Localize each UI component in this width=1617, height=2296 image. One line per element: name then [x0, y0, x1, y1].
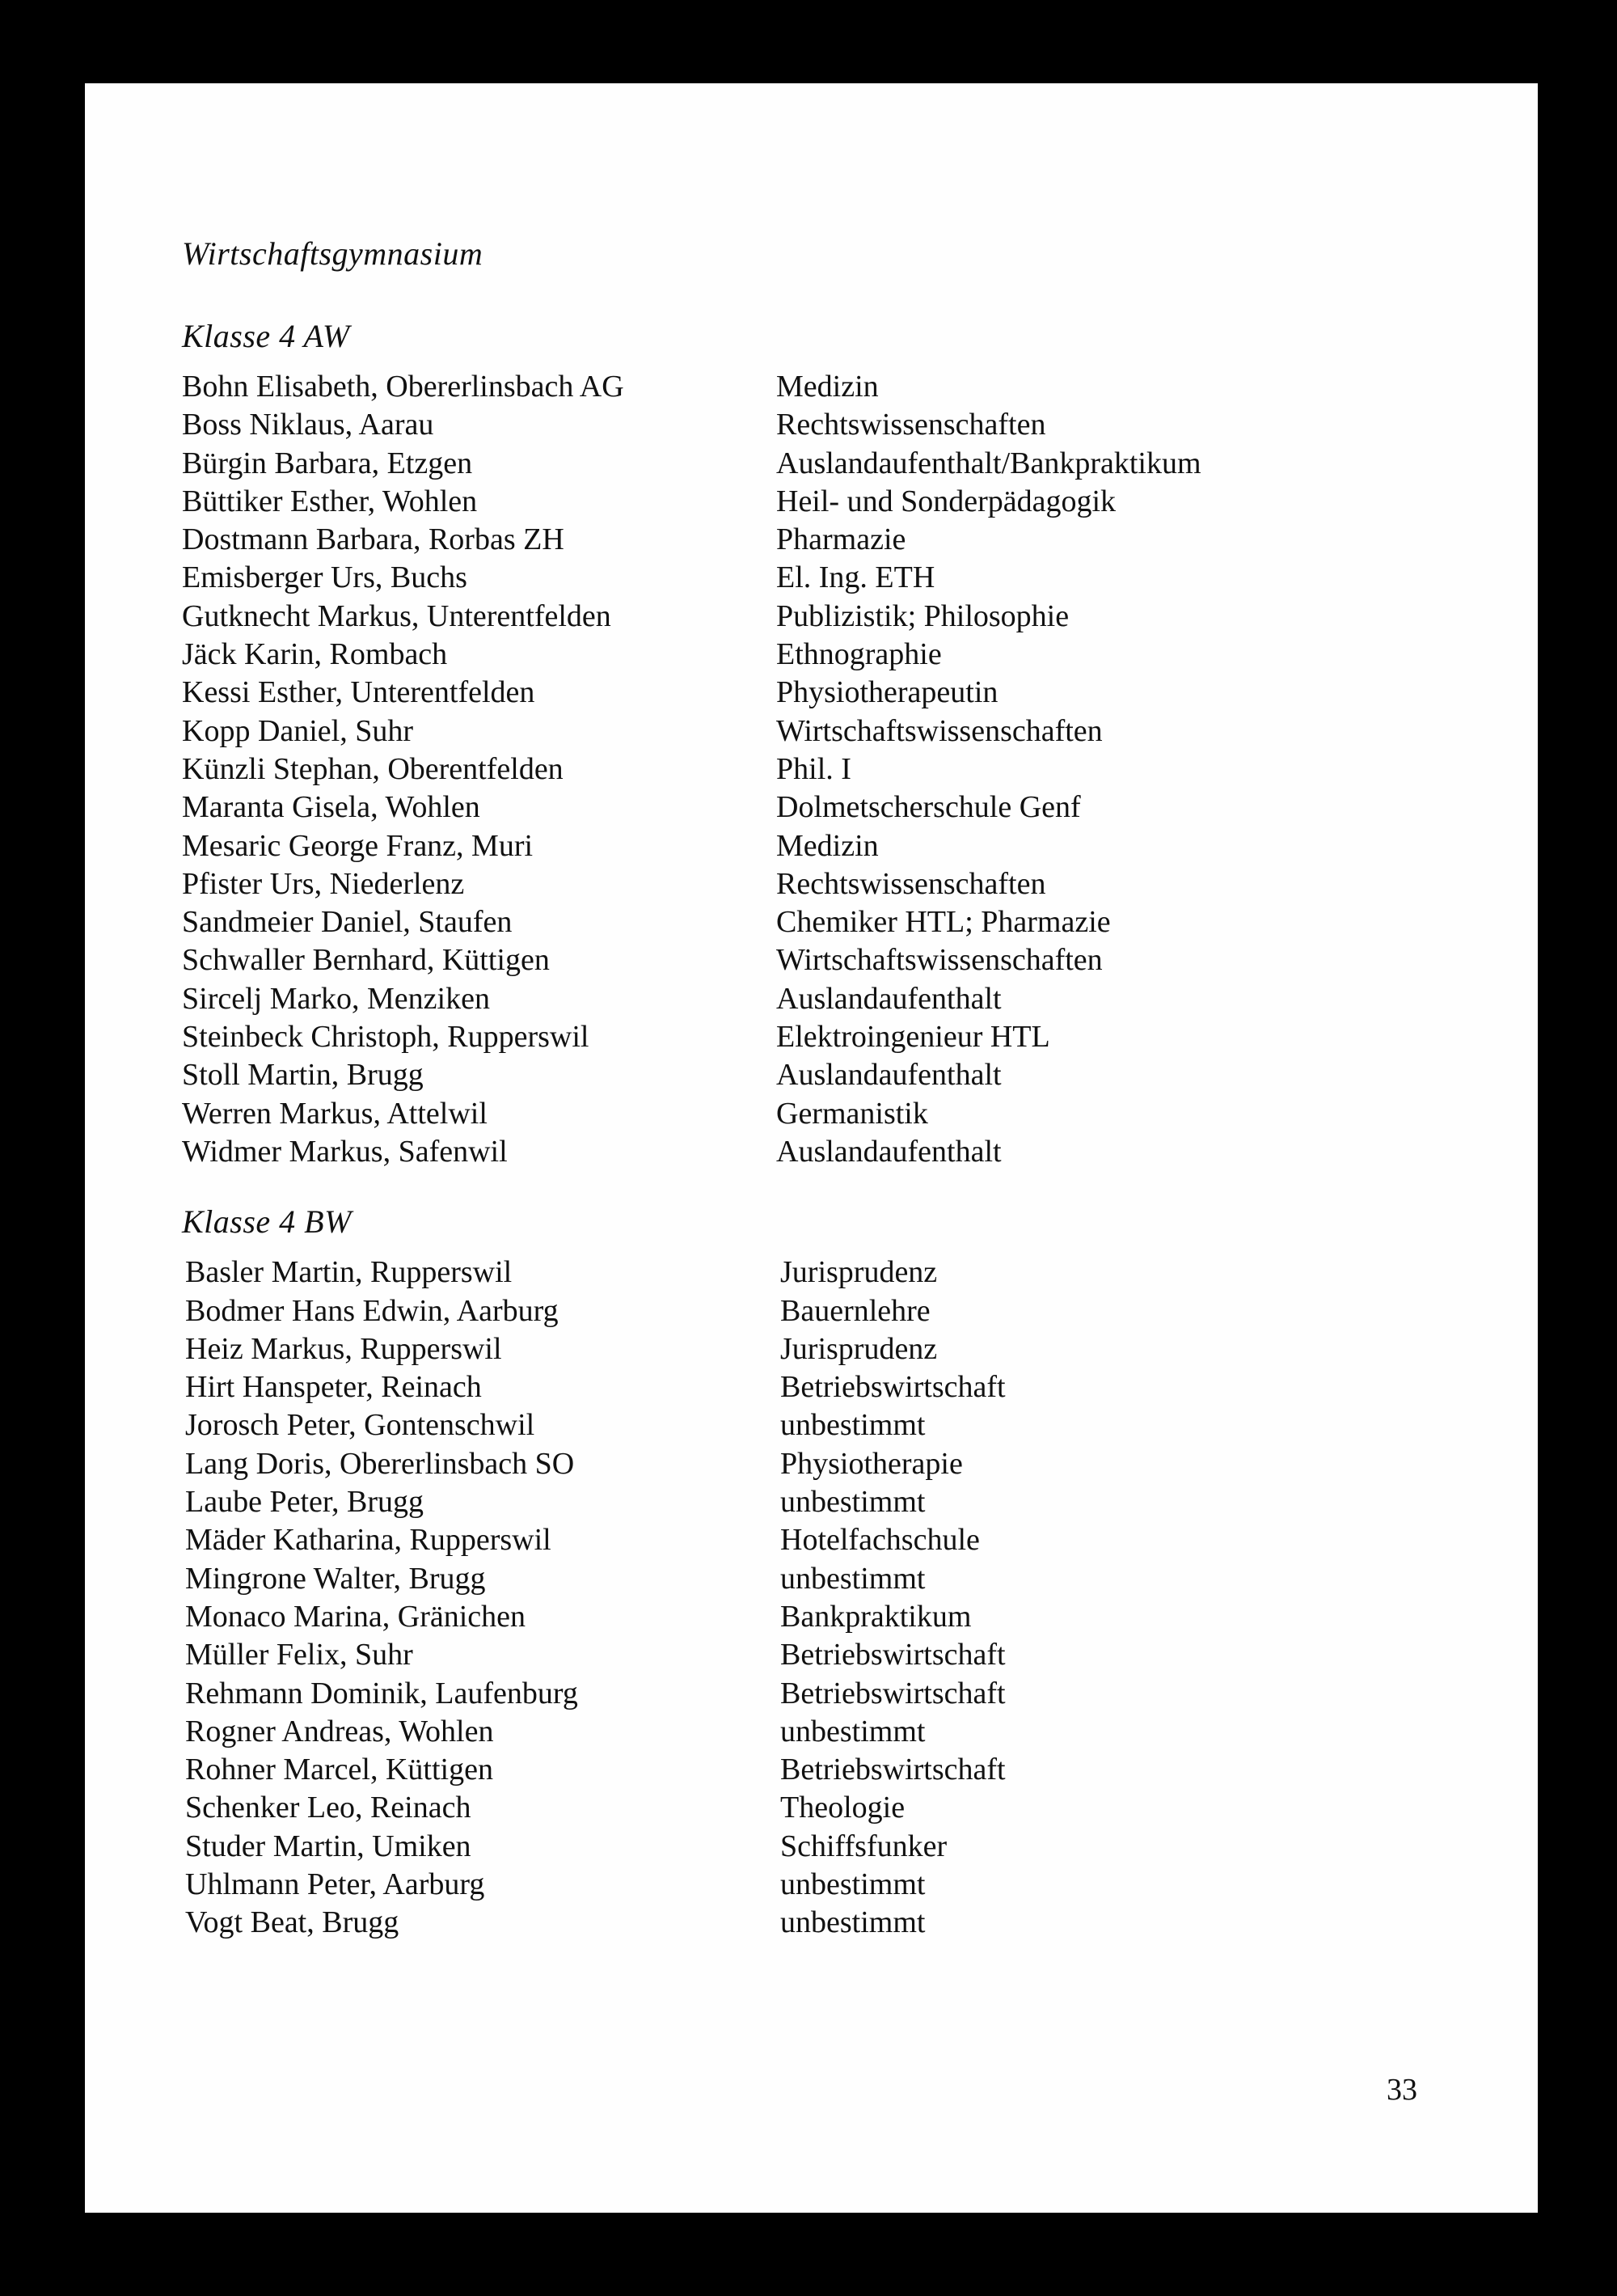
student-name: Maranta Gisela, Wohlen: [182, 790, 480, 825]
student-row: [182, 1254, 1451, 1292]
student-row: [182, 751, 1451, 789]
student-name: Basler Martin, Rupperswil: [185, 1255, 513, 1290]
student-name: Mingrone Walter, Brugg: [185, 1561, 486, 1596]
study-plan: unbestimmt: [780, 1714, 926, 1748]
student-row: [182, 1904, 1451, 1942]
student-row: [182, 445, 1451, 483]
student-row: [182, 674, 1451, 712]
student-name: Steinbeck Christoph, Rupperswil: [182, 1020, 589, 1055]
study-plan: Ethnographie: [776, 637, 942, 672]
page-content: [182, 234, 1451, 1943]
study-plan: Elektroingenieur HTL: [776, 1020, 1050, 1055]
student-name: Boss Niklaus, Aarau: [182, 408, 434, 442]
student-name: Dostmann Barbara, Rorbas ZH: [182, 522, 564, 557]
study-plan: El. Ing. ETH: [776, 560, 935, 595]
student-name: Rohner Marcel, Küttigen: [185, 1753, 493, 1787]
student-row: [182, 1789, 1451, 1827]
student-row: [182, 1056, 1451, 1094]
study-plan: unbestimmt: [780, 1905, 926, 1940]
student-row: [182, 980, 1451, 1018]
study-plan: Bauernlehre: [780, 1293, 931, 1328]
student-name: Laube Peter, Brugg: [185, 1485, 424, 1520]
class-title: Klasse 4 BW: [182, 1203, 352, 1241]
student-row: [182, 1406, 1451, 1444]
class-section-4bw: [182, 1202, 1451, 1942]
student-name: Widmer Markus, Safenwil: [182, 1134, 508, 1169]
study-plan: Hotelfachschule: [780, 1523, 980, 1558]
student-list: [182, 1254, 1451, 1942]
study-plan: Auslandaufenthalt/Bankpraktikum: [776, 446, 1201, 480]
study-plan: Betriebswirtschaft: [780, 1676, 1006, 1710]
student-row: [182, 1368, 1451, 1406]
student-name: Jäck Karin, Rombach: [182, 637, 448, 672]
study-plan: Bankpraktikum: [780, 1599, 972, 1634]
student-name: Bodmer Hans Edwin, Aarburg: [185, 1293, 559, 1328]
student-name: Kopp Daniel, Suhr: [182, 713, 414, 748]
student-name: Schenker Leo, Reinach: [185, 1791, 471, 1825]
student-name: Rehmann Dominik, Laufenburg: [185, 1676, 578, 1710]
student-name: Werren Markus, Attelwil: [182, 1096, 488, 1131]
student-row: [182, 1751, 1451, 1789]
student-row: [182, 483, 1451, 521]
student-row: [182, 1095, 1451, 1133]
student-name: Lang Doris, Obererlinsbach SO: [185, 1446, 575, 1481]
study-plan: Medizin: [776, 370, 879, 404]
student-row: [182, 559, 1451, 597]
study-plan: Theologie: [780, 1791, 906, 1825]
study-plan: unbestimmt: [780, 1485, 926, 1520]
student-list: [182, 368, 1451, 1171]
page-number: 33: [1387, 2073, 1417, 2107]
student-row: [182, 1560, 1451, 1598]
student-name: Monaco Marina, Gränichen: [185, 1599, 526, 1634]
student-name: Mäder Katharina, Rupperswil: [185, 1523, 551, 1558]
student-row: [182, 1018, 1451, 1056]
student-row: [182, 1445, 1451, 1483]
student-name: Hirt Hanspeter, Reinach: [185, 1370, 482, 1405]
student-row: [182, 1636, 1451, 1674]
student-name: Sircelj Marko, Menziken: [182, 981, 490, 1016]
study-plan: Pharmazie: [776, 522, 906, 557]
student-name: Uhlmann Peter, Aarburg: [185, 1867, 485, 1901]
study-plan: unbestimmt: [780, 1561, 926, 1596]
document-page: [85, 83, 1538, 2213]
student-name: Büttiker Esther, Wohlen: [182, 484, 478, 518]
study-plan: Physiotherapie: [780, 1446, 963, 1481]
student-row: [182, 903, 1451, 941]
study-plan: unbestimmt: [780, 1867, 926, 1901]
study-plan: Betriebswirtschaft: [780, 1753, 1006, 1787]
student-row: [182, 636, 1451, 674]
student-name: Mesaric George Franz, Muri: [182, 828, 534, 863]
student-row: [182, 789, 1451, 827]
student-row: [182, 712, 1451, 751]
study-plan: Chemiker HTL; Pharmazie: [776, 905, 1111, 940]
student-row: [182, 1521, 1451, 1559]
student-name: Bürgin Barbara, Etzgen: [182, 446, 473, 480]
study-plan: Rechtswissenschaften: [776, 408, 1046, 442]
study-plan: Betriebswirtschaft: [780, 1370, 1006, 1405]
student-name: Stoll Martin, Brugg: [182, 1058, 424, 1093]
study-plan: Germanistik: [776, 1096, 928, 1131]
class-section-4aw: [182, 316, 1451, 1171]
student-row: [182, 1483, 1451, 1521]
study-plan: Auslandaufenthalt: [776, 981, 1002, 1016]
student-row: [182, 1675, 1451, 1713]
student-row: [182, 1292, 1451, 1330]
student-name: Heiz Markus, Rupperswil: [185, 1331, 502, 1366]
study-plan: Jurisprudenz: [780, 1331, 938, 1366]
section-spacer: [182, 1171, 1451, 1202]
student-row: [182, 368, 1451, 406]
student-row: [182, 1598, 1451, 1636]
student-row: [182, 598, 1451, 636]
student-name: Müller Felix, Suhr: [185, 1638, 413, 1672]
student-row: [182, 1866, 1451, 1904]
student-name: Studer Martin, Umiken: [185, 1829, 471, 1863]
study-plan: Wirtschaftswissenschaften: [776, 943, 1103, 978]
student-name: Vogt Beat, Brugg: [185, 1905, 399, 1940]
study-plan: Wirtschaftswissenschaften: [776, 713, 1103, 748]
study-plan: Betriebswirtschaft: [780, 1638, 1006, 1672]
student-name: Kessi Esther, Unterentfelden: [182, 675, 535, 710]
school-title: Wirtschaftsgymnasium: [182, 235, 483, 272]
study-plan: unbestimmt: [780, 1408, 926, 1443]
student-name: Sandmeier Daniel, Staufen: [182, 905, 513, 940]
student-name: Rogner Andreas, Wohlen: [185, 1714, 494, 1748]
study-plan: Schiffsfunker: [780, 1829, 948, 1863]
student-row: [182, 941, 1451, 979]
student-name: Bohn Elisabeth, Obererlinsbach AG: [182, 370, 624, 404]
study-plan: Heil- und Sonderpädagogik: [776, 484, 1117, 518]
student-row: [182, 827, 1451, 865]
study-plan: Rechtswissenschaften: [776, 866, 1046, 901]
study-plan: Jurisprudenz: [780, 1255, 938, 1290]
study-plan: Dolmetscherschule Genf: [776, 790, 1081, 825]
student-name: Schwaller Bernhard, Küttigen: [182, 943, 550, 978]
student-name: Gutknecht Markus, Unterentfelden: [182, 598, 611, 633]
student-row: [182, 406, 1451, 444]
student-name: Künzli Stephan, Oberentfelden: [182, 751, 564, 786]
student-name: Pfister Urs, Niederlenz: [182, 866, 465, 901]
student-row: [182, 1330, 1451, 1368]
student-row: [182, 1713, 1451, 1751]
study-plan: Medizin: [776, 828, 879, 863]
study-plan: Auslandaufenthalt: [776, 1134, 1002, 1169]
study-plan: Physiotherapeutin: [776, 675, 998, 710]
student-row: [182, 1133, 1451, 1171]
class-title: Klasse 4 AW: [182, 318, 350, 354]
student-row: [182, 865, 1451, 903]
study-plan: Auslandaufenthalt: [776, 1058, 1002, 1093]
student-row: [182, 1828, 1451, 1866]
study-plan: Publizistik; Philosophie: [776, 598, 1070, 633]
student-row: [182, 521, 1451, 559]
study-plan: Phil. I: [776, 751, 851, 786]
student-name: Jorosch Peter, Gontenschwil: [185, 1408, 535, 1443]
student-name: Emisberger Urs, Buchs: [182, 560, 467, 595]
